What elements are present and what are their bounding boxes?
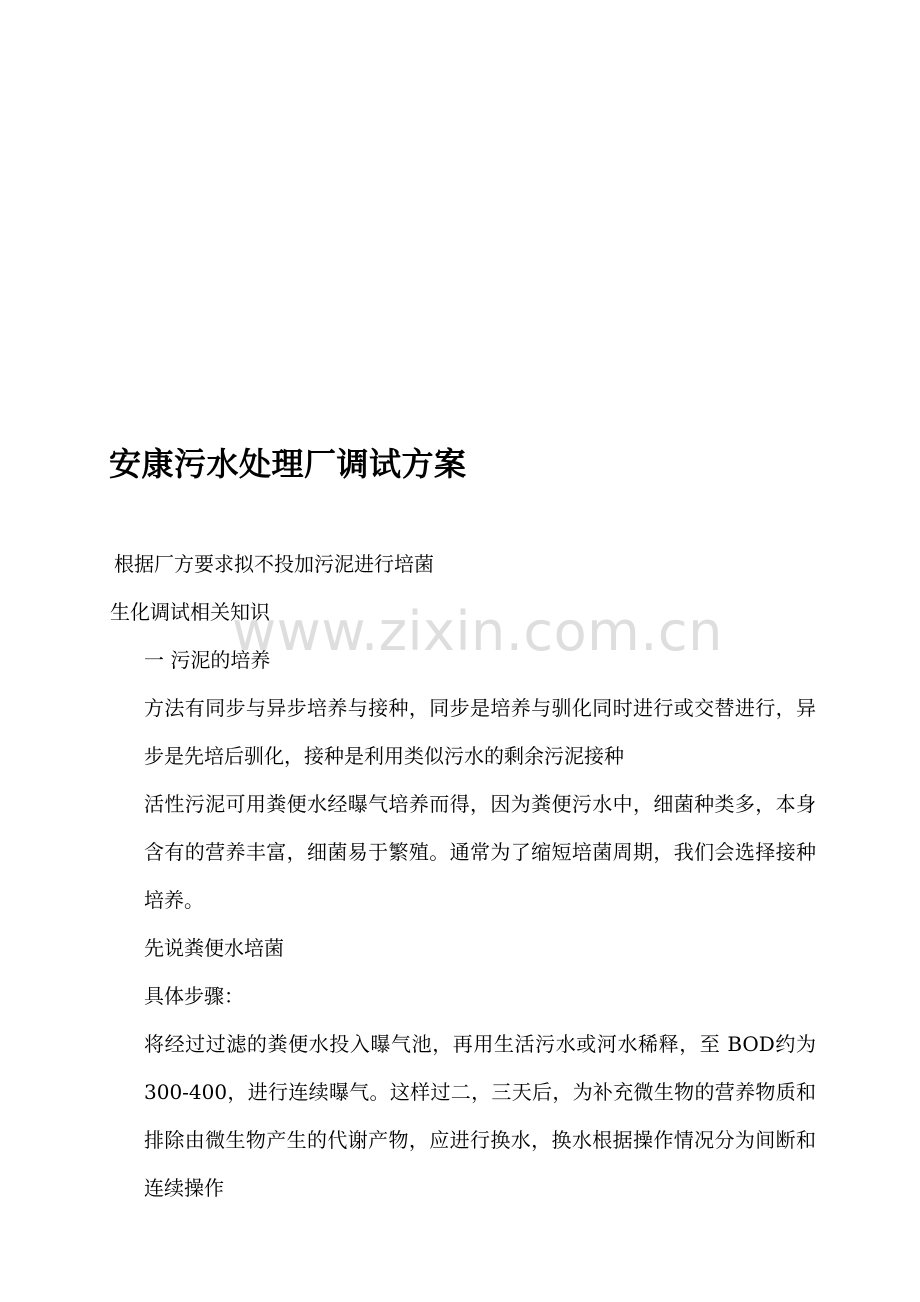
watermark: www.zixin.com.cn <box>232 600 723 663</box>
paragraph-steps-label: 具体步骤： <box>144 984 244 1008</box>
document-title: 安康污水处理厂调试方案 <box>109 445 467 483</box>
paragraph-activated-sludge: 活性污泥可用粪便水经曝气培养而得，因为粪便污水中，细菌种类多，本身含有的营养丰富，细菌易于繁殖。通常为了缩短培菌周期，我们会选择接种培养。 <box>144 792 816 912</box>
paragraph-steps-detail: 将经过过滤的粪便水投入曝气池，再用生活污水或河水稀释，至 BOD约为 300-400，进行连续曝气。这样过二，三天后，为补充微生物的营养物质和排除由微生物产生的代谢产物，应进行换水，换水根据操作情况分为间断和连续操作 <box>144 1032 816 1200</box>
document-body <box>110 540 816 1212</box>
paragraph-intro: 根据厂方要求拟不投加污泥进行培菌 <box>114 552 434 576</box>
section-heading: 生化调试相关知识 <box>110 600 270 624</box>
paragraph-methods: 方法有同步与异步培养与接种，同步是培养与驯化同时进行或交替进行，异步是先培后驯化，接种是利用类似污水的剩余污泥接种 <box>144 696 816 768</box>
subsection-heading: 一 污泥的培养 <box>144 648 271 672</box>
paragraph-fecal-culture: 先说粪便水培菌 <box>144 936 284 960</box>
